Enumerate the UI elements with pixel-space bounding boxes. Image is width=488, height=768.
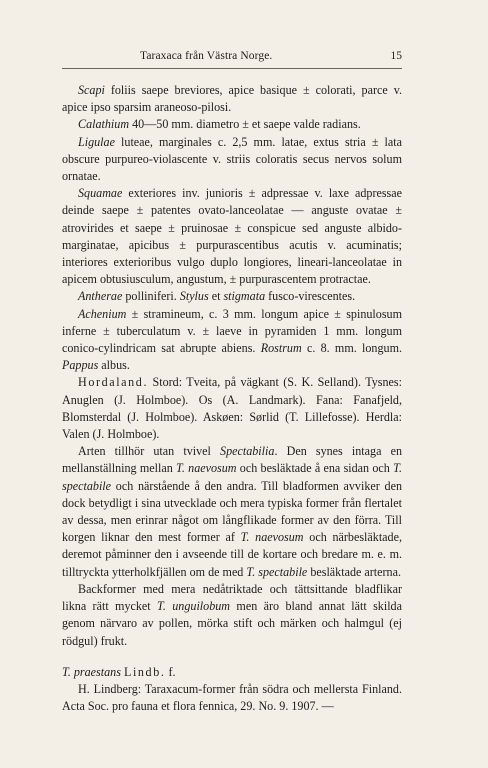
body-text xyxy=(62,82,402,715)
text-scapi: foliis saepe breviores, apice basique ± colorati, parce v. apice ipso sparsim araneoso-pilosi. xyxy=(62,83,402,115)
paragraph-localities xyxy=(62,374,402,443)
term-stylus: Stylus xyxy=(179,289,209,304)
page-number: 15 xyxy=(390,50,402,62)
paragraph-calathium xyxy=(62,116,402,133)
text-calathium: 40—50 mm. diametro ± et saepe valde radians. xyxy=(129,117,361,132)
term-t-unguilobum: T. unguilobum xyxy=(157,599,231,614)
header-rule xyxy=(62,68,402,69)
term-t-naevosum: T. naevosum xyxy=(176,461,237,476)
taxon-author: Lindb. xyxy=(123,664,166,679)
text-rostrum: c. 8. mm. longum. xyxy=(301,341,403,356)
term-spectabilia: Spectabilia xyxy=(220,444,275,459)
text-discussion-3: och besläktade å ena sidan och xyxy=(236,461,394,476)
text-squamae: exteriores inv. junioris ± adpressae v. laxe adpressae deinde saepe ± patentes ovato-lanceolatae — anguste ovatae ± atrovirides et saepe ± pruinosae ± conspicue sed anguste albido-marginatae, apicibus ± purpurascentibus acutis v. acuminatis; interiores exterioribus vulgo duplo longiores, lineari-lanceolatae in apicem obtusiusculum, angustum, ± purpurascentem protractae. xyxy=(62,186,402,287)
term-rostrum: Rostrum xyxy=(260,341,302,356)
paragraph-scapi xyxy=(62,82,402,116)
term-calathium: Calathium xyxy=(78,117,130,132)
text-backformer-1: Backformer med mera nedåtriktade och tättsittande bladflikar likna rätt mycket xyxy=(62,581,402,614)
text-ligulae: luteae, marginales c. 2,5 mm. latae, extus stria ± lata obscure purpureo-violascente v. striis coloratis secus nervos solum ornatae. xyxy=(62,134,402,184)
term-scapi: Scapi xyxy=(78,83,105,97)
term-ligulae: Ligulae xyxy=(78,134,115,149)
paragraph-reference xyxy=(62,681,402,715)
text-pappus: albus. xyxy=(98,358,130,373)
term-t-spectabile: T. spectabile xyxy=(62,461,402,493)
text-et: et xyxy=(208,289,224,304)
running-title: Taraxaca från Västra Norge. xyxy=(140,50,273,62)
text-antherae: polliniferi. xyxy=(122,289,180,304)
text-reference: H. Lindberg: Taraxacum-former från södra och mellersta Finland. Acta Soc. pro fauna et flora fennica, 29. No. 9. 1907. — xyxy=(62,681,402,714)
text-stigmata: fusco-virescentes. xyxy=(265,289,356,304)
taxon-author-suffix: f. xyxy=(165,664,176,679)
taxon-heading xyxy=(62,664,402,681)
taxon-name: T. praestans xyxy=(62,664,121,679)
text-backformer-2: men äro bland annat lätt skilda genom närvaro av pollen, mörka stift och märken och halmgul (ej rödgul) frukt. xyxy=(62,599,402,648)
paragraph-discussion xyxy=(62,443,402,581)
term-t-spectabile-2: T. spectabile xyxy=(246,564,308,579)
term-squamae: Squamae xyxy=(78,186,123,201)
text-achenium: ± stramineum, c. 3 mm. longum apice ± spinulosum inferne ± tuberculatum v. ± laeve in pyramiden 1 mm. longum conico-cylindricam sat abrupte abiens. xyxy=(62,306,402,356)
text-discussion-4: och närstående å den andra. Till bladformen avviker den dock betydligt i sina utvecklade och mera typiska former från flertalet av dessa, men erinrar något om långflikade former av den förra. Till korgen liknar den mest former af xyxy=(62,478,402,545)
text-discussion-2: . Den synes intaga en mellanställning mellan xyxy=(62,444,402,476)
text-discussion-6: besläktade arterna. xyxy=(307,564,401,579)
text-localities: Stord: Tveita, på vägkant (S. K. Selland). Tysnes: Anuglen (J. Holmboe). Os (A. Landmark). Fana: Fanafjeld, Blomsterdal (J. Holmboe). Askøen: Sørlid (T. Lillefosse). Herdla: Valen (J. Holmboe). xyxy=(62,375,402,442)
region-hordaland: Hordaland. xyxy=(78,375,149,390)
term-achenium: Achenium xyxy=(78,306,127,321)
text-discussion-5: och närbesläktade, deremot påminner den i avseende till de kortare och bredare m. e. m. tilltryckta ytterholkfjällen om de med xyxy=(62,530,402,579)
term-antherae: Antherae xyxy=(78,289,123,304)
text-discussion-1: Arten tillhör utan tvivel xyxy=(78,444,221,459)
paragraph-ligulae xyxy=(62,134,402,186)
term-stigmata: stigmata xyxy=(223,289,266,304)
term-t-naevosum-2: T. naevosum xyxy=(240,530,304,545)
paragraph-squamae xyxy=(62,185,402,288)
paragraph-antherae xyxy=(62,288,402,305)
term-pappus: Pappus xyxy=(62,358,99,373)
paragraph-achenium xyxy=(62,306,402,375)
paragraph-backformer xyxy=(62,581,402,650)
running-header xyxy=(62,50,402,66)
